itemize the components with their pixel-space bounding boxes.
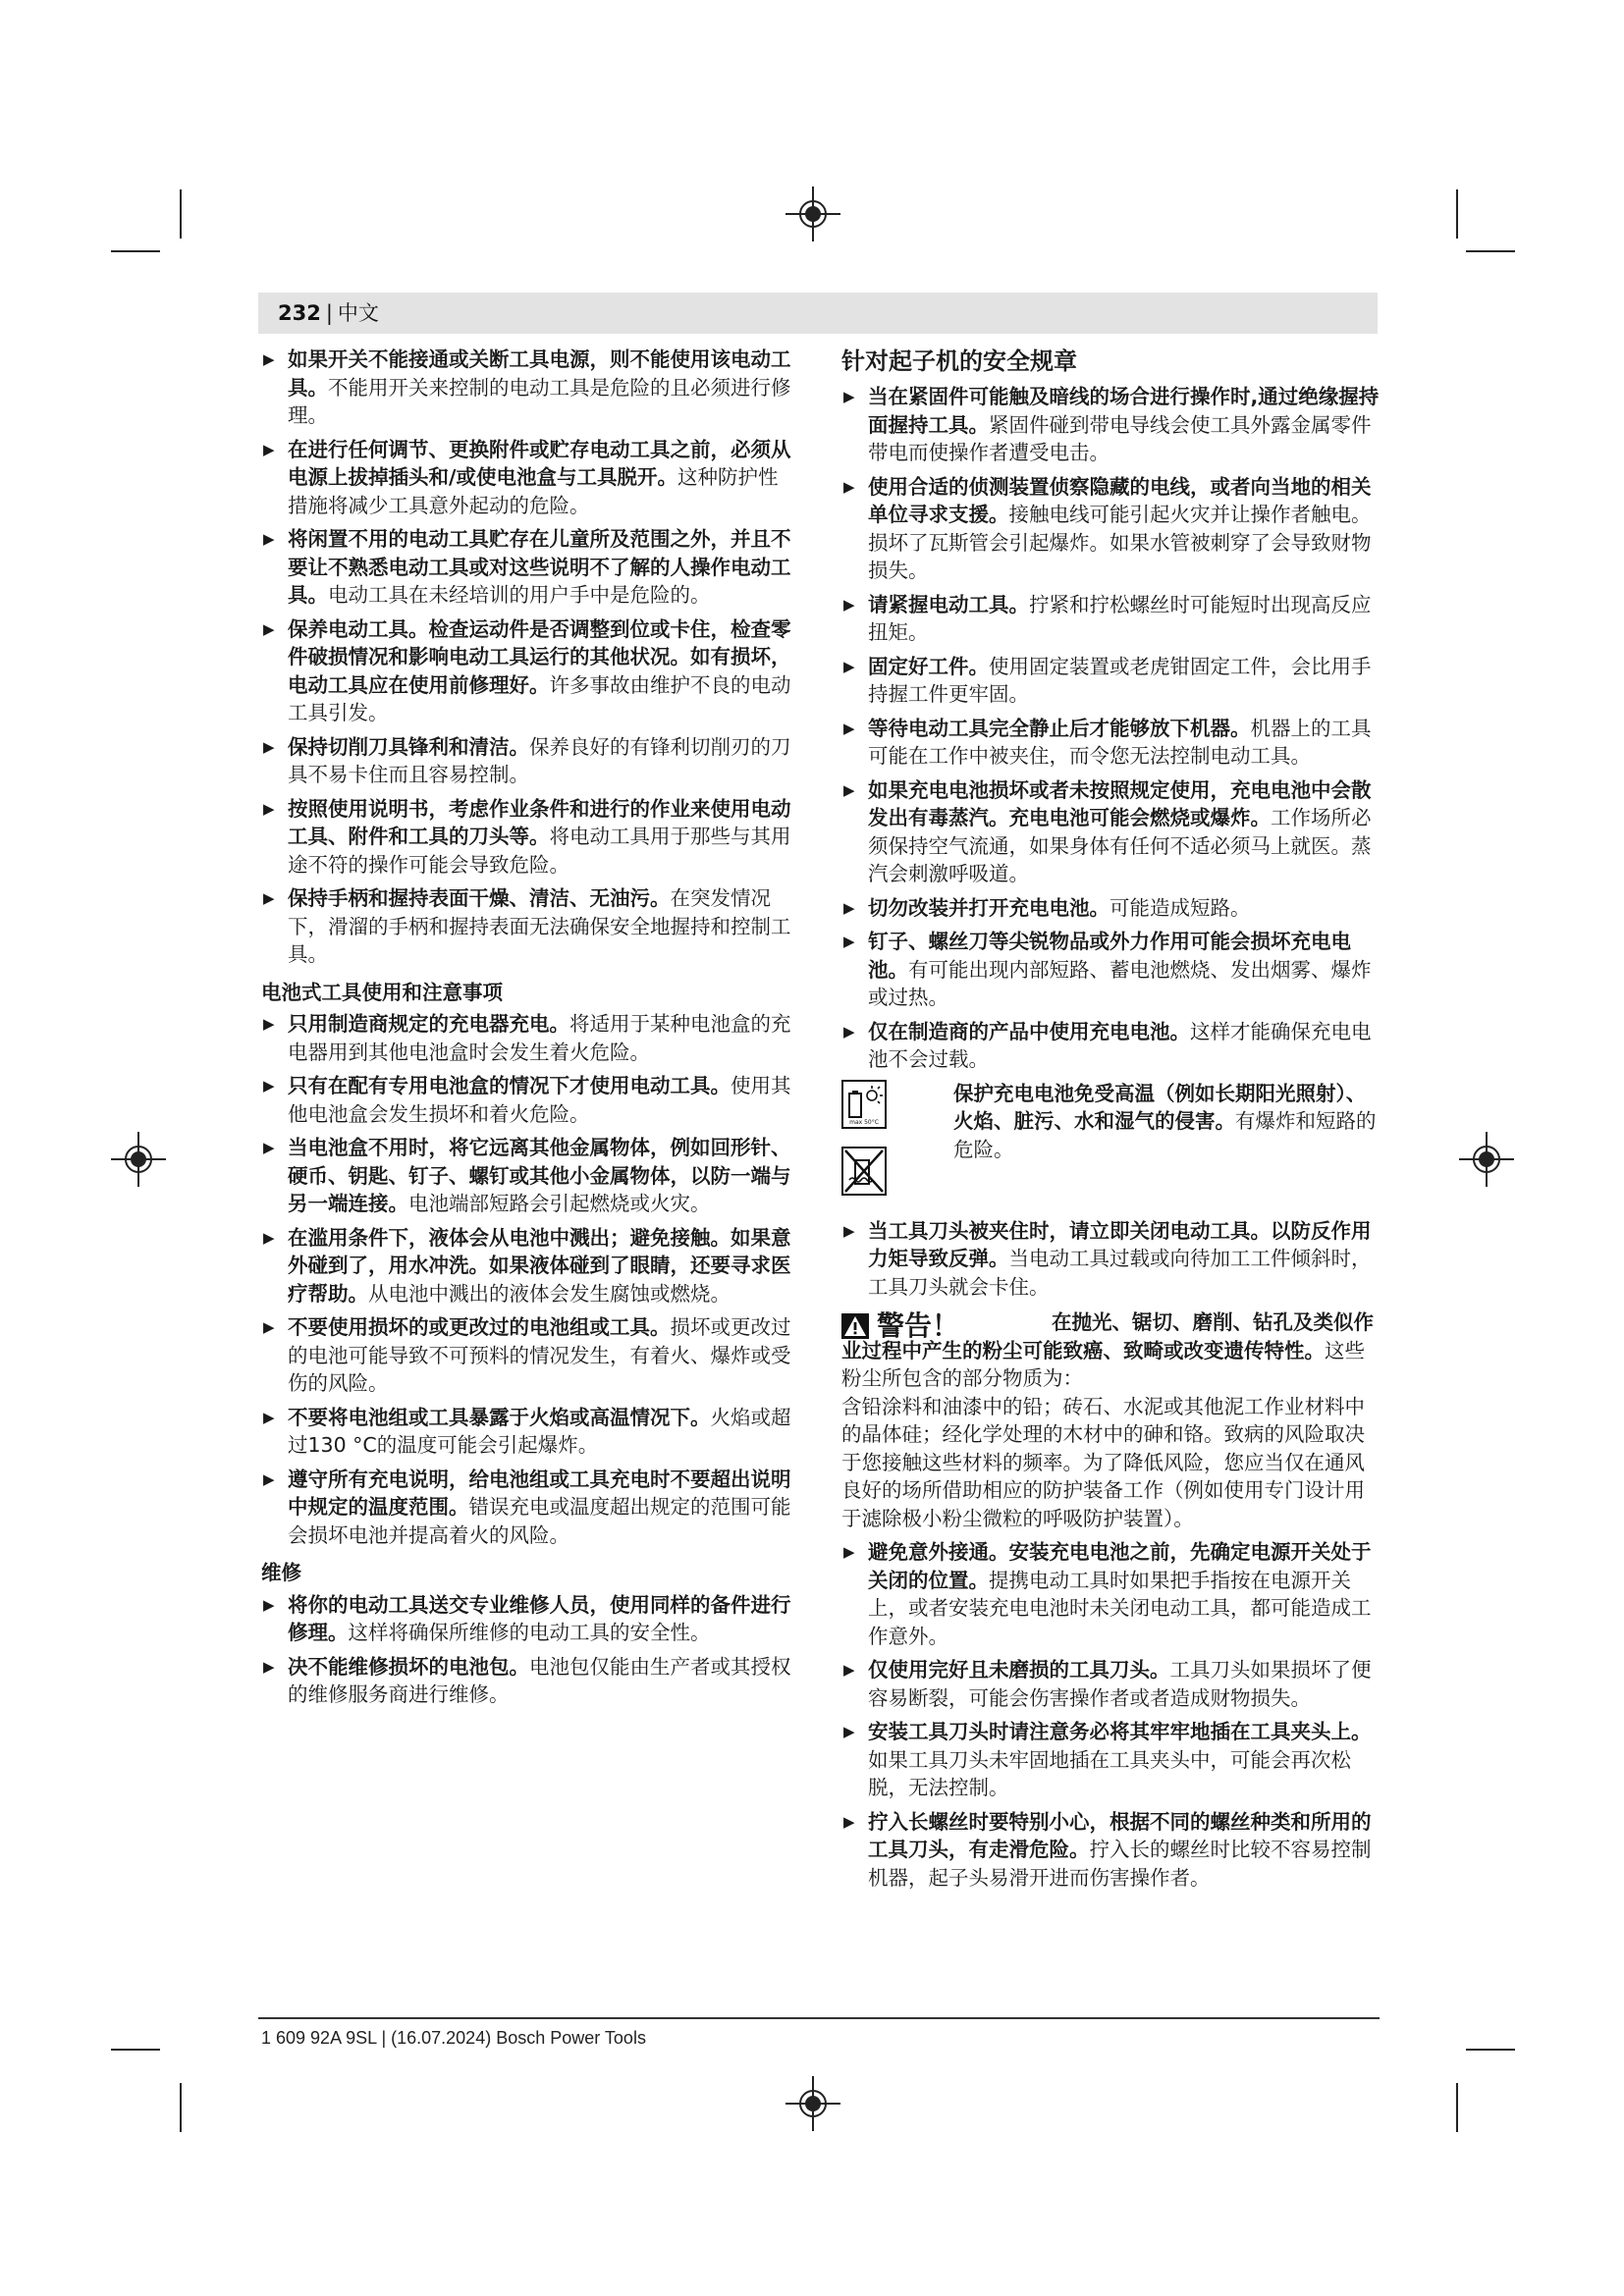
item-text: 损坏或更改过的电池可能导致不可预料的情况发生，有着火、爆炸或受伤的风险。 <box>288 1315 791 1395</box>
list-item <box>841 1538 1381 1650</box>
item-emphasis: 避免意外接通。安装充电电池之前，先确定电源开关处于关闭的位置。 <box>868 1540 1372 1592</box>
list-item <box>841 383 1381 467</box>
list-item <box>841 928 1381 1012</box>
crop-mark <box>111 2049 160 2051</box>
item-emphasis: 按照使用说明书，考虑作业条件和进行的作业来使用电动工具、附件和工具的刀头等。 <box>288 796 791 848</box>
list-item <box>841 653 1381 709</box>
bullet-arrow-icon: ▶ <box>263 1015 275 1033</box>
item-emphasis: 在滥用条件下，液体会从电池中溅出；避免接触。如果意外碰到了，用水冲洗。如果液体碰到了眼睛，还要寻求医疗帮助。 <box>288 1225 791 1306</box>
page-language: 中文 <box>337 301 379 325</box>
item-text: 火焰或超过130 °C的温度可能会引起爆炸。 <box>288 1405 791 1457</box>
dust-warning <box>841 1308 1381 1532</box>
bullet-arrow-icon: ▶ <box>843 719 855 737</box>
item-emphasis: 如果充电电池损坏或者未按照规定使用，充电电池中会散发出有毒蒸汽。充电电池可能会燃烧或爆炸。 <box>868 777 1372 829</box>
item-text: 这样将确保所维修的电动工具的安全性。 <box>348 1621 711 1644</box>
bullet-arrow-icon: ▶ <box>843 1812 855 1831</box>
item-text: 使用其他电池盒会发生损坏和着火危险。 <box>288 1074 791 1126</box>
battery-protection-text: 保护充电电池免受高温（例如长期阳光照射）、火焰、脏污、水和湿气的侵害。有爆炸和短路的危险。 <box>953 1081 1377 1161</box>
item-emphasis: 只用制造商规定的充电器充电。 <box>288 1012 569 1036</box>
list-item <box>841 894 1381 923</box>
page-number: 232 <box>278 301 321 325</box>
footer-imprint: 1 609 92A 9SL | (16.07.2024) Bosch Power Tools <box>261 2028 646 2048</box>
item-emphasis: 决不能维修损坏的电池包。 <box>288 1654 529 1679</box>
item-text: 使用固定装置或老虎钳固定工件，会比用手持握工件更牢固。 <box>868 654 1372 706</box>
list-item <box>841 1656 1381 1712</box>
bullet-arrow-icon: ▶ <box>843 1022 855 1041</box>
item-emphasis: 拧入长螺丝时要特别小心，根据不同的螺丝种类和所用的工具刀头，有走滑危险。 <box>868 1809 1372 1861</box>
general-safety-list <box>261 346 796 969</box>
bullet-arrow-icon: ▶ <box>263 1595 275 1614</box>
item-emphasis: 保持手柄和握持表面干燥、清洁、无油污。 <box>288 886 671 910</box>
battery-protection-note <box>841 1080 1381 1203</box>
item-text: 拧紧和拧松螺丝时可能短时出现高反应扭矩。 <box>868 592 1372 644</box>
item-text: 可能造成短路。 <box>1110 895 1251 920</box>
bullet-arrow-icon: ▶ <box>843 780 855 799</box>
item-emphasis: 切勿改装并打开充电电池。 <box>868 895 1110 920</box>
no-water-battery-icon <box>841 1147 887 1196</box>
item-emphasis: 遵守所有充电说明，给电池组或工具充电时不要超出说明中规定的温度范围。 <box>288 1467 791 1519</box>
registration-mark-icon <box>1459 1132 1514 1187</box>
bullet-arrow-icon: ▶ <box>263 1139 275 1156</box>
item-emphasis: 不要使用损坏的或更改过的电池组或工具。 <box>288 1315 671 1339</box>
item-text: 保养良好的有锋利切削刃的刀具不易卡住而且容易控制。 <box>288 734 791 786</box>
list-item <box>841 1018 1381 1074</box>
item-emphasis: 不要将电池组或工具暴露于火焰或高温情况下。 <box>288 1405 711 1429</box>
item-text: 工具刀头如果损坏了便容易断裂，可能会伤害操作者或者造成财物损失。 <box>868 1658 1372 1710</box>
list-item <box>261 1072 796 1128</box>
bullet-arrow-icon: ▶ <box>843 1723 855 1740</box>
item-text: 电池端部短路会引起燃烧或火灾。 <box>408 1192 711 1215</box>
bullet-arrow-icon: ▶ <box>843 595 855 614</box>
screwdriver-safety-list <box>841 383 1381 1074</box>
item-emphasis: 只有在配有专用电池盒的情况下才使用电动工具。 <box>288 1074 731 1097</box>
item-text: 许多事故由维护不良的电动工具引发。 <box>288 672 791 724</box>
list-item <box>261 525 796 610</box>
list-item <box>261 436 796 520</box>
registration-mark-icon <box>785 2076 840 2131</box>
crop-mark <box>180 2083 182 2132</box>
item-text: 将电动工具用于那些与其用途不符的操作可能会导致危险。 <box>288 825 791 877</box>
item-text: 从电池中溅出的液体会发生腐蚀或燃烧。 <box>368 1281 731 1306</box>
list-item <box>261 1134 796 1218</box>
item-text: 拧入长的螺丝时比较不容易控制机器，起子头易滑开进而伤害操作者。 <box>868 1838 1372 1890</box>
dust-warning-text: 在抛光、锯切、磨削、钻孔及类似作业过程中产生的粉尘可能致癌、致畸或改变遗传特性。这些粉尘所包含的部分物质为： <box>841 1310 1374 1390</box>
list-item <box>261 1224 796 1308</box>
item-emphasis: 当在紧固件可能触及暗线的场合进行操作时,通过绝缘握持面握持工具。 <box>868 385 1380 437</box>
bullet-arrow-icon: ▶ <box>843 1221 855 1240</box>
item-emphasis: 等待电动工具完全静止后才能够放下机器。 <box>868 716 1251 740</box>
item-text: 在突发情况下，滑溜的手柄和握持表面无法确保安全地握持和控制工具。 <box>288 886 791 966</box>
item-text: 将适用于某种电池盒的充电器用到其他电池盒时会发生着火危险。 <box>288 1012 791 1064</box>
list-item <box>841 776 1381 888</box>
sun-heat-battery-icon <box>841 1080 887 1129</box>
item-text: 这种防护性措施将减少工具意外起动的危险。 <box>288 465 779 517</box>
bullet-arrow-icon: ▶ <box>263 1469 275 1488</box>
item-text: 错误充电或温度超出规定的范围可能会损坏电池并提高着火的风险。 <box>288 1495 791 1547</box>
registration-mark-icon <box>111 1132 166 1187</box>
max-temp-label: max 50°C <box>849 1118 879 1126</box>
item-text: 紧固件碰到带电导线会使工具外露金属零件带电而使操作者遭受电击。 <box>868 412 1372 464</box>
list-item <box>261 795 796 880</box>
bullet-arrow-icon: ▶ <box>263 1077 275 1095</box>
warning-label: 警告！ <box>841 1308 959 1344</box>
bullet-arrow-icon: ▶ <box>843 933 855 950</box>
bullet-arrow-icon: ▶ <box>843 477 855 496</box>
item-emphasis: 请紧握电动工具。 <box>868 592 1029 616</box>
list-item <box>841 715 1381 771</box>
crop-mark <box>1466 2049 1515 2051</box>
list-item <box>261 1404 796 1460</box>
item-text: 电动工具在未经培训的用户手中是危险的。 <box>328 583 711 607</box>
item-text: 工作场所必须保持空气流通，如果身体有任何不适必须马上就医。蒸汽会刺激呼吸道。 <box>868 806 1372 885</box>
bullet-arrow-icon: ▶ <box>843 657 855 675</box>
bullet-arrow-icon: ▶ <box>843 1543 855 1561</box>
item-emphasis: 如果开关不能接通或关断工具电源，则不能使用该电动工具。 <box>288 347 791 400</box>
list-item <box>261 733 796 789</box>
bullet-arrow-icon: ▶ <box>263 440 275 458</box>
bullet-arrow-icon: ▶ <box>263 737 275 756</box>
item-text: 电池包仅能由生产者或其授权的维修服务商进行维修。 <box>288 1654 791 1706</box>
item-text: 不能用开关来控制的电动工具是危险的且必须进行修理。 <box>288 375 791 427</box>
bullet-arrow-icon: ▶ <box>263 889 275 907</box>
item-emphasis: 保养电动工具。检查运动件是否调整到位或卡住，检查零件破损情况和影响电动工具运行的其他状况。如有损坏，电动工具应在使用前修理好。 <box>288 616 791 697</box>
service-list <box>261 1591 796 1709</box>
crop-mark <box>1466 250 1515 252</box>
list-item <box>261 1591 796 1647</box>
bullet-arrow-icon: ▶ <box>263 1228 275 1247</box>
bullet-arrow-icon: ▶ <box>263 1657 275 1676</box>
item-emphasis: 当电池盒不用时，将它远离其他金属物体，例如回形针、硬币、钥匙、钉子、螺钉或其他小金属物体，以防一端与另一端连接。 <box>288 1136 791 1215</box>
bullet-arrow-icon: ▶ <box>843 898 855 917</box>
screwdriver-safety-list-2 <box>841 1538 1381 1892</box>
item-text: 提携电动工具时如果把手指按在电源开关上，或者安装充电电池时未关闭电动工具，都可能造成工作意外。 <box>868 1568 1372 1648</box>
item-text: 有可能出现内部短路、蓄电池燃烧、发出烟雾、爆炸或过热。 <box>868 957 1372 1009</box>
crop-mark <box>111 250 160 252</box>
item-emphasis: 将闲置不用的电动工具贮存在儿童所及范围之外，并且不要让不熟悉电动工具或对这些说明不了解的人操作电动工具。 <box>288 527 791 607</box>
bullet-arrow-icon: ▶ <box>263 799 275 818</box>
item-emphasis: 使用合适的侦测装置侦察隐藏的电线，或者向当地的相关单位寻求支援。 <box>868 474 1372 526</box>
item-emphasis: 仅使用完好且未磨损的工具刀头。 <box>868 1658 1170 1682</box>
list-item <box>841 1808 1381 1893</box>
screwdriver-safety-title: 针对起子机的安全规章 <box>841 347 1077 375</box>
item-text: 这样才能确保充电电池不会过载。 <box>868 1019 1372 1071</box>
item-emphasis: 在进行任何调节、更换附件或贮存电动工具之前，必须从电源上拔掉插头和/或使电池盒与工具脱开。 <box>288 437 791 489</box>
page-header-bar <box>258 293 1378 334</box>
battery-safety-list <box>261 1010 796 1549</box>
item-emphasis: 仅在制造商的产品中使用充电电池。 <box>868 1019 1190 1043</box>
list-item <box>261 884 796 969</box>
bullet-arrow-icon: ▶ <box>263 350 275 368</box>
dust-warning-paragraph: 含铅涂料和油漆中的铅；砖石、水泥或其他泥工作业材料中的晶体硅；经化学处理的木材中的砷和铬。致病的风险取决于您接触这些材料的频率。为了降低风险，您应当仅在通风良好的场所借助相应的防护装备工作（例如使用专门设计用于滤除极小粉尘微粒的呼吸防护装置）。 <box>841 1394 1365 1530</box>
list-item <box>261 1313 796 1398</box>
item-emphasis: 固定好工件。 <box>868 654 989 678</box>
crop-mark <box>1456 189 1458 239</box>
item-emphasis: 钉子、螺丝刀等尖锐物品或外力作用可能会损坏充电电池。 <box>868 930 1351 982</box>
list-item <box>841 473 1381 585</box>
bullet-arrow-icon: ▶ <box>263 1408 275 1426</box>
item-text: 接触电线可能引起火灾并让操作者触电。损坏了瓦斯管会引起爆炸。如果水管被刺穿了会导致财物损失。 <box>868 503 1372 582</box>
bullet-arrow-icon: ▶ <box>263 619 275 638</box>
bullet-arrow-icon: ▶ <box>843 1661 855 1679</box>
footer-rule <box>258 2017 1380 2019</box>
bullet-arrow-icon: ▶ <box>263 530 275 548</box>
crop-mark <box>1456 2083 1458 2132</box>
list-item: ▶ 当工具刀头被夹住时，请立即关闭电动工具。以防反作用力矩导致反弹。当电动工具过载或向待加工工件倾斜时，工具刀头就会卡住。 <box>843 1218 1372 1299</box>
list-item <box>841 1718 1381 1802</box>
item-emphasis: 安装工具刀头时请注意务必将其牢牢地插在工具夹头上。 <box>868 1720 1372 1743</box>
right-column <box>841 346 1381 1897</box>
warning-triangle-icon <box>841 1313 869 1339</box>
page-header: 232 | 中文 <box>278 301 379 325</box>
crop-mark <box>180 189 182 239</box>
bullet-arrow-icon: ▶ <box>263 1318 275 1336</box>
item-emphasis: 保持切削刀具锋利和清洁。 <box>288 734 529 759</box>
service-section-heading: 维修 <box>261 1561 301 1584</box>
item-text: 机器上的工具可能在工作中被夹住，而令您无法控制电动工具。 <box>868 716 1372 768</box>
list-item <box>261 1010 796 1066</box>
item-emphasis: 将你的电动工具送交专业维修人员，使用同样的备件进行修理。 <box>288 1592 791 1644</box>
list-item <box>841 591 1381 647</box>
left-column <box>261 346 796 1715</box>
battery-section-heading: 电池式工具使用和注意事项 <box>261 980 503 1004</box>
registration-mark-icon <box>785 187 840 241</box>
list-item <box>261 1466 796 1550</box>
item-text: 如果工具刀头未牢固地插在工具夹头中，可能会再次松脱，无法控制。 <box>868 1747 1351 1799</box>
list-item <box>261 346 796 430</box>
bullet-arrow-icon: ▶ <box>843 388 855 405</box>
list-item <box>261 615 796 727</box>
list-item <box>261 1653 796 1709</box>
